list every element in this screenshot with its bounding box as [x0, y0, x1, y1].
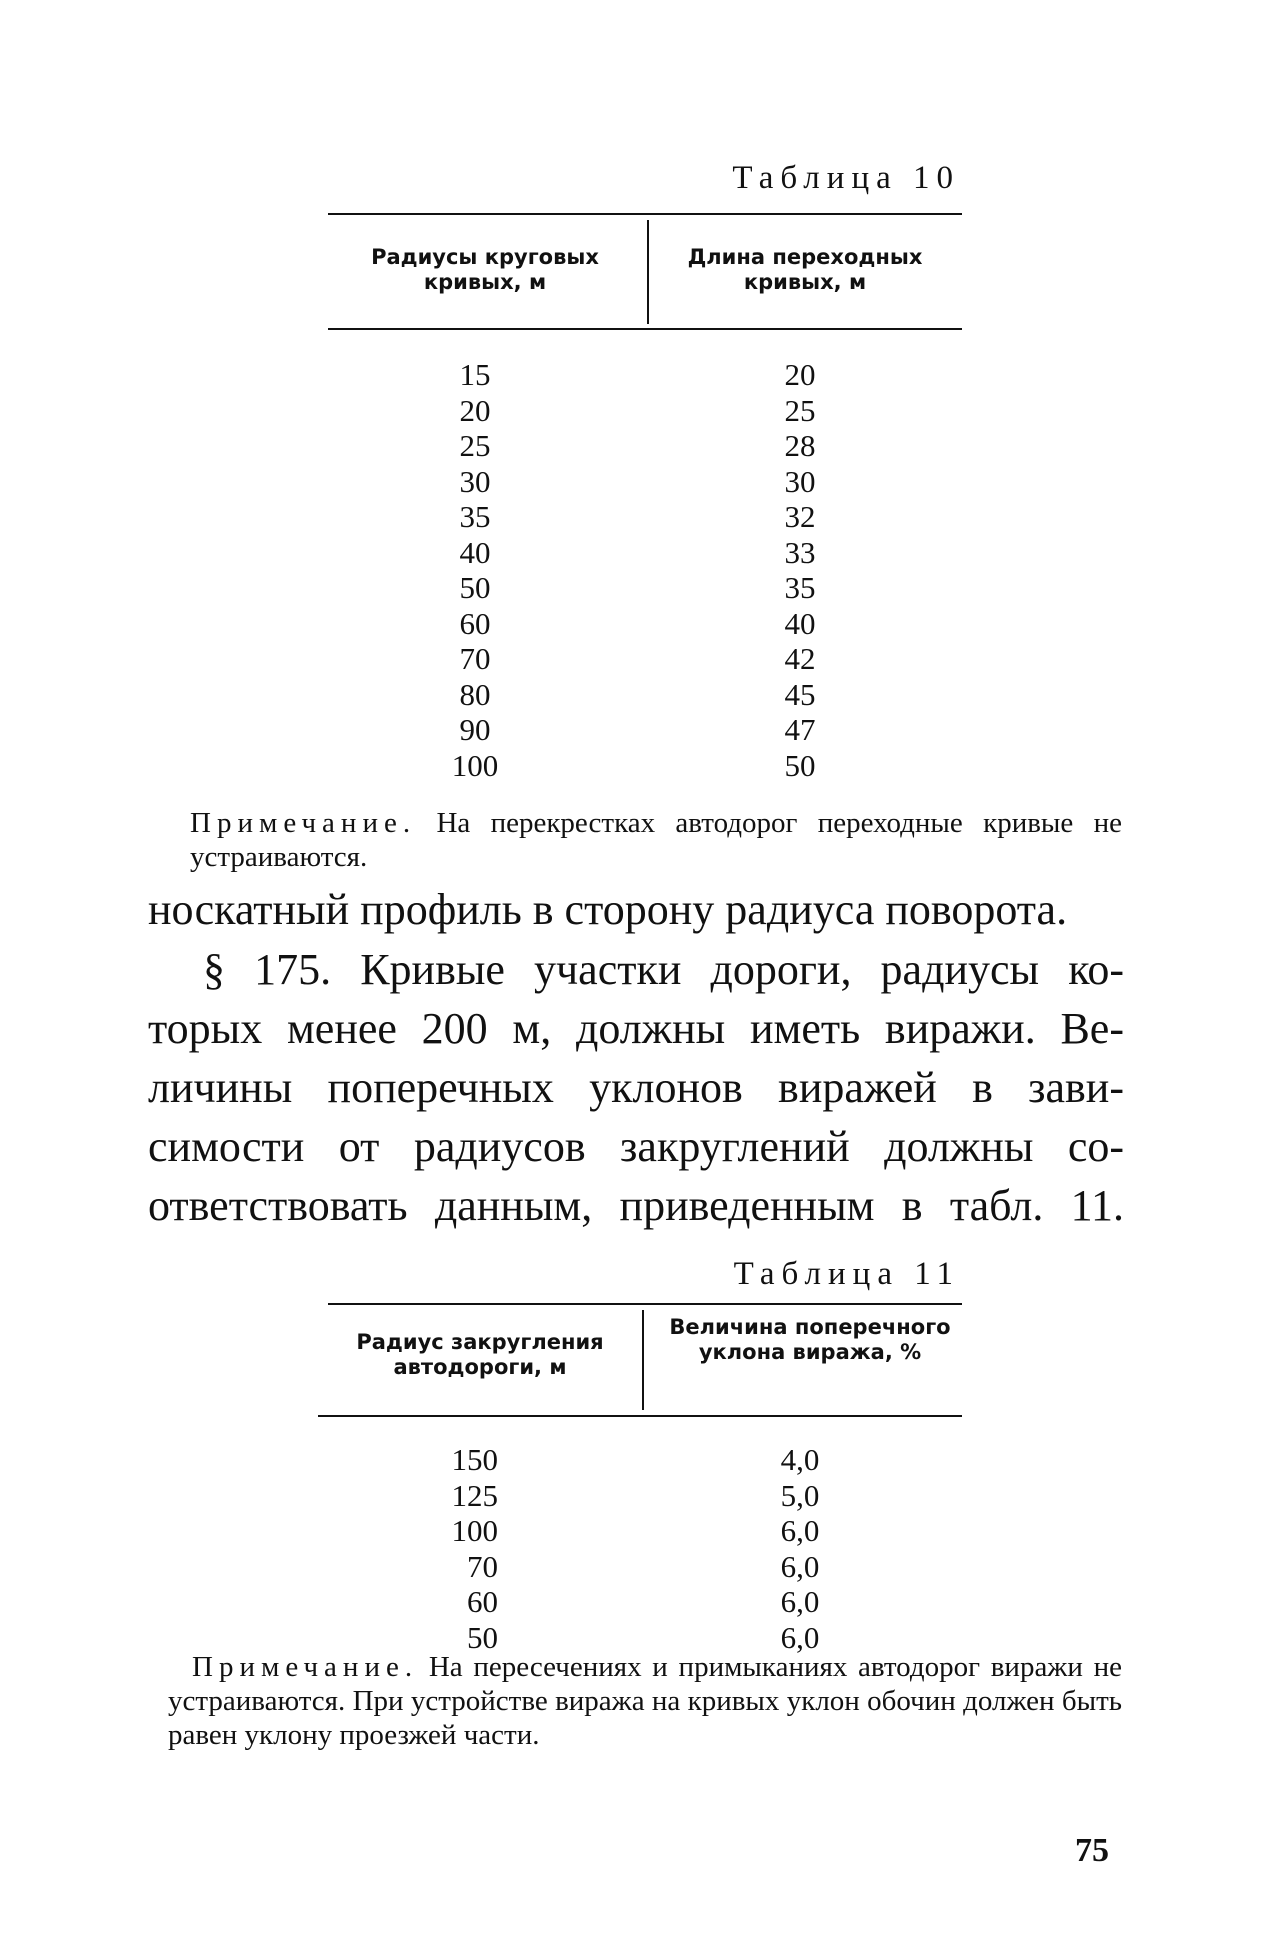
table-10-note-label: Примечание.: [190, 807, 417, 839]
table-11-radius-cell: 125: [451, 1477, 498, 1513]
table-10-radius-cell: 90: [459, 712, 491, 747]
table-10-radius-cell: 35: [459, 499, 491, 534]
table-10-header-radius: Радиусы круговых кривых, м: [371, 245, 599, 294]
table-10-radius-cell: 100: [451, 747, 499, 783]
table-11-radius-cell: 100: [451, 1513, 498, 1548]
table-11-slope-cell: 5,0: [780, 1477, 820, 1513]
table-10-radius-cell: 40: [459, 534, 491, 570]
table-11-radius-cell: 60: [467, 1584, 498, 1619]
table-10-header-rule: [328, 328, 962, 330]
table-10-radius-cell: 15: [459, 357, 491, 392]
paragraph-175-line-3: личины поперечных уклонов виражей в зави-: [148, 1063, 1124, 1112]
table-10-radius-cell: 60: [459, 605, 491, 641]
table-11-caption: Таблица 11: [733, 1256, 960, 1292]
table-11-slope-cell: 6,0: [780, 1584, 820, 1619]
table-11-slope-cell: 6,0: [780, 1548, 820, 1584]
table-11-header-slope: Величина поперечного уклона виража, %: [669, 1315, 951, 1364]
table-10-length-cell: 42: [784, 641, 816, 676]
table-10-length-cell: 32: [784, 499, 816, 534]
table-10-length-cell: 40: [784, 605, 816, 641]
table-10-caption: Таблица 10: [732, 160, 960, 196]
table-11-radius-cell: 50: [467, 1619, 498, 1655]
table-11-slope-column: [745, 1442, 855, 1655]
table-10-length-cell: 20: [784, 357, 816, 392]
table-10-length-cell: 28: [784, 428, 816, 463]
paragraph-175-line-2: торых менее 200 м, должны иметь виражи. Ве-: [148, 1004, 1124, 1053]
table-10-length-cell: 33: [784, 534, 816, 570]
table-10-header-length: Длина переходных кривых, м: [687, 245, 923, 294]
table-11-slope-cell: 6,0: [780, 1619, 820, 1655]
table-10-length-column: [745, 357, 855, 783]
table-10-radius-cell: 25: [459, 428, 491, 463]
paragraph-175-line-5: ответствовать данным, приведенным в табл. 11.: [148, 1181, 1124, 1230]
table-10-radius-cell: 80: [459, 676, 491, 712]
table-10-radius-cell: 30: [459, 463, 491, 499]
table-11-top-rule: [328, 1303, 962, 1305]
table-10-header-divider: [647, 220, 649, 324]
table-10-radius-cell: 50: [459, 570, 491, 605]
table-11-radius-cell: 70: [467, 1548, 498, 1584]
table-11-header-rule: [318, 1415, 962, 1417]
table-10-radius-cell: 20: [459, 392, 491, 428]
table-11-header-radius: Радиус закругления автодороги, м: [356, 1330, 604, 1379]
table-10-radius-column: [420, 357, 530, 783]
table-10-top-rule: [328, 213, 962, 215]
table-10-length-cell: 25: [784, 392, 816, 428]
table-11-note-label: Примечание.: [192, 1651, 419, 1683]
table-11-header-divider: [642, 1310, 644, 1410]
table-10-length-cell: 45: [784, 676, 816, 712]
table-10-length-cell: 50: [784, 747, 816, 783]
table-10-length-cell: 30: [784, 463, 816, 499]
table-11-radius-cell: 150: [451, 1442, 498, 1477]
paragraph-175-line-1: § 175. Кривые участки дороги, радиусы ко-: [203, 945, 1124, 994]
page-number: 75: [1075, 1832, 1109, 1869]
table-11-note: [168, 1650, 1122, 1752]
table-11-note-text: На пересечениях и примыканиях автодорог виражи не устраиваются. При устройстве виража на кривых уклон обочин должен быть равен уклону проезжей части.: [168, 1651, 1122, 1751]
table-10-note: [190, 806, 1122, 874]
paragraph-175-line-4: симости от радиусов закруглений должны со-: [148, 1122, 1124, 1171]
body-line-1: носкатный профиль в сторону радиуса поворота.: [148, 885, 1068, 934]
table-10-radius-cell: 70: [459, 641, 491, 676]
table-11-radius-column: [380, 1442, 498, 1655]
table-10-note-text: На перекрестках автодорог переходные кривые не устраиваются.: [190, 807, 1122, 873]
table-11-slope-cell: 4,0: [780, 1442, 820, 1477]
table-10-length-cell: 47: [784, 712, 816, 747]
table-11-slope-cell: 6,0: [780, 1513, 820, 1548]
table-10-length-cell: 35: [784, 570, 816, 605]
